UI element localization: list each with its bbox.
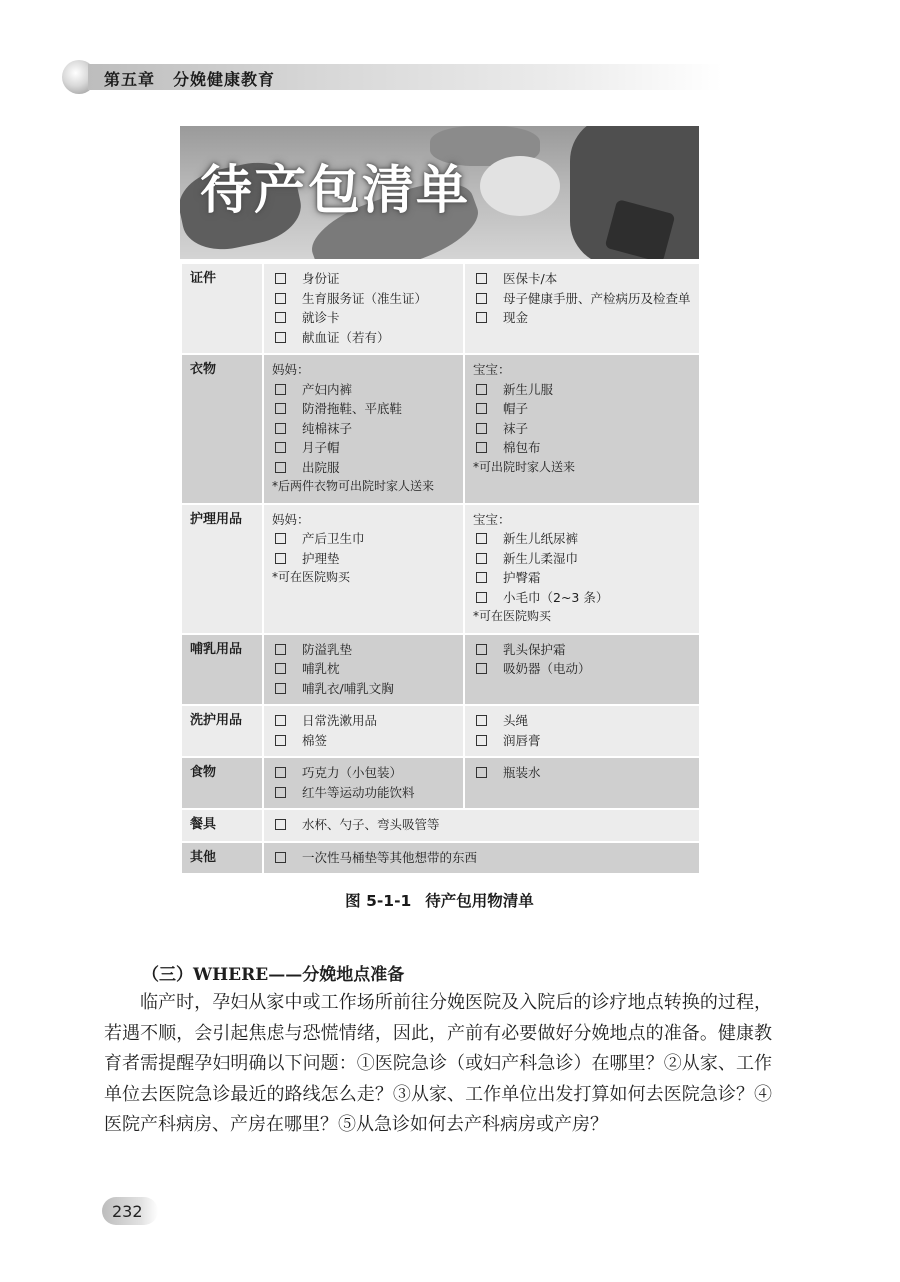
checklist-item [272, 679, 455, 699]
item-label: 乳头保护霜 [503, 641, 566, 657]
item-note: *可在医院购买 [272, 570, 351, 584]
item-label: 防溢乳垫 [302, 641, 353, 657]
item-label: 产后卫生巾 [302, 531, 365, 546]
checklist-item [272, 848, 691, 868]
caption-label: 图 5-1-1 [345, 892, 412, 910]
checkbox[interactable] [275, 553, 286, 564]
checklist-item [473, 568, 691, 588]
checklist-item [473, 380, 691, 400]
item-label: 防滑拖鞋、平底鞋 [302, 401, 403, 416]
checkbox[interactable] [275, 332, 286, 343]
checklist-item [272, 328, 455, 348]
item-label: 护理垫 [302, 550, 340, 566]
checklist-item [272, 419, 455, 439]
items-cell-right [464, 504, 700, 634]
item-label: 产妇内裤 [302, 381, 353, 397]
checkbox[interactable] [476, 312, 487, 323]
checklist-item [473, 640, 691, 660]
figure-caption [180, 889, 699, 911]
item-label: 日常洗漱用品 [302, 713, 378, 728]
chapter-title: 分娩健康教育 [173, 70, 276, 89]
item-label: 现金 [503, 310, 529, 325]
checkbox[interactable] [476, 715, 487, 726]
item-label: 护臀霜 [503, 570, 541, 585]
checkbox[interactable] [275, 735, 286, 746]
checklist-item [272, 783, 455, 803]
items-cell-left [263, 757, 464, 809]
item-note: *后两件衣物可出院时家人送来 [272, 479, 435, 493]
item-label: 一次性马桶垫等其他想带的东西 [302, 849, 478, 865]
header-text [104, 67, 275, 90]
checklist-item [473, 419, 691, 439]
items-cell-right [464, 705, 700, 757]
checkbox[interactable] [275, 767, 286, 778]
checkbox[interactable] [476, 553, 487, 564]
table-row [181, 842, 700, 875]
items-cell-left [263, 504, 464, 634]
items-cell-left [263, 354, 464, 504]
checkbox[interactable] [476, 384, 487, 395]
item-label: 帽子 [503, 401, 529, 416]
checklist-item [473, 269, 691, 289]
checkbox[interactable] [275, 403, 286, 414]
checklist-item [272, 659, 455, 679]
group-label: 宝宝： [473, 511, 511, 527]
checkbox[interactable] [275, 462, 286, 473]
item-note: *可在医院购买 [473, 609, 552, 623]
item-label: 红牛等运动功能饮料 [302, 784, 415, 800]
checklist-item [272, 269, 455, 289]
checkbox[interactable] [275, 384, 286, 395]
checklist-item [272, 763, 455, 783]
items-cell [263, 809, 700, 842]
body-paragraph: 临产时，孕妇从家中或工作场所前往分娩医院及入院后的诊疗地点转换的过程，若遇不顺，会引起焦虑与恐慌情绪，因此，产前有必要做好分娩地点的准备。健康教育者需提醒孕妇明确以下问题：①医院急诊（或妇产科急诊）在哪里？②从家、工作单位去医院急诊最近的路线怎么走？③从家、工作单位出发打算如何去医院急诊？④医院产科病房、产房在哪里？⑤从急诊如何去产科病房或产房？ [104, 992, 772, 1135]
table-row [181, 354, 700, 504]
running-header [62, 60, 722, 94]
category-cell: 洗护用品 [181, 705, 263, 757]
checkbox[interactable] [476, 592, 487, 603]
checkbox[interactable] [476, 403, 487, 414]
checkbox[interactable] [476, 663, 487, 674]
item-label: 身份证 [302, 271, 340, 286]
checklist-item [473, 659, 691, 679]
item-label: 棉签 [302, 732, 328, 748]
group-label: 宝宝： [473, 362, 511, 377]
category-cell: 衣物 [181, 354, 263, 504]
checkbox[interactable] [275, 663, 286, 674]
items-cell-right [464, 757, 700, 809]
checklist-item [473, 308, 691, 328]
table-row [181, 809, 700, 842]
category-cell: 餐具 [181, 809, 263, 842]
category-cell: 其他 [181, 842, 263, 875]
group-label: 妈妈： [272, 362, 310, 377]
items-cell [263, 842, 700, 875]
group-label: 妈妈： [272, 511, 310, 527]
checkbox[interactable] [275, 533, 286, 544]
checkbox[interactable] [476, 533, 487, 544]
checklist-figure [180, 126, 699, 911]
category-cell: 哺乳用品 [181, 634, 263, 706]
item-label: 吸奶器（电动） [503, 661, 591, 676]
banner-photo [180, 126, 699, 259]
checklist-item [272, 731, 455, 751]
items-cell-left [263, 634, 464, 706]
checkbox[interactable] [476, 293, 487, 304]
item-label: 新生儿服 [503, 381, 554, 397]
items-cell-right [464, 263, 700, 354]
item-label: 纯棉袜子 [302, 420, 353, 436]
caption-text: 待产包用物清单 [425, 892, 534, 910]
checkbox[interactable] [275, 423, 286, 434]
item-label: 医保卡/本 [503, 271, 558, 286]
category-cell: 证件 [181, 263, 263, 354]
table-row [181, 705, 700, 757]
item-label: 巧克力（小包装） [302, 765, 403, 780]
checkbox[interactable] [476, 644, 487, 655]
checklist-item [473, 711, 691, 731]
page-number: 232 [112, 1202, 143, 1221]
item-note: *可出院时家人送来 [473, 459, 576, 474]
banner-shape [480, 156, 560, 216]
checklist-item [473, 588, 691, 608]
item-label: 出院服 [302, 459, 340, 475]
table-row [181, 263, 700, 354]
checklist-item [272, 815, 691, 835]
checklist-item [272, 289, 455, 309]
items-cell-left [263, 263, 464, 354]
checklist-item [473, 529, 691, 549]
checklist-item [272, 549, 455, 569]
checklist-body [181, 263, 700, 874]
item-label: 母子健康手册、产检病历及检查单 [503, 290, 691, 306]
checkbox[interactable] [476, 273, 487, 284]
checkbox[interactable] [476, 442, 487, 453]
checkbox[interactable] [275, 715, 286, 726]
checklist-item [473, 399, 691, 419]
table-row [181, 757, 700, 809]
item-label: 袜子 [503, 420, 529, 436]
items-cell-right [464, 634, 700, 706]
checkbox[interactable] [476, 735, 487, 746]
item-label: 就诊卡 [302, 310, 340, 325]
checkbox[interactable] [275, 683, 286, 694]
checklist-item [473, 289, 691, 309]
item-label: 新生儿柔湿巾 [503, 550, 579, 566]
table-row [181, 634, 700, 706]
checklist-item [473, 549, 691, 569]
item-label: 哺乳枕 [302, 661, 340, 676]
section-heading: （三）WHERE——分娩地点准备 [142, 965, 405, 985]
item-label: 哺乳衣/哺乳文胸 [302, 680, 394, 696]
checklist-item [473, 731, 691, 751]
item-label: 瓶装水 [503, 765, 541, 780]
item-label: 月子帽 [302, 440, 340, 455]
checklist-item [473, 438, 691, 458]
checklist-item [272, 529, 455, 549]
item-label: 新生儿纸尿裤 [503, 531, 579, 546]
item-label: 水杯、勺子、弯头吸管等 [302, 817, 440, 832]
checklist-item [272, 438, 455, 458]
checkbox[interactable] [275, 312, 286, 323]
table-row [181, 504, 700, 634]
item-label: 生育服务证（准生证） [302, 290, 428, 306]
checklist-table [180, 262, 701, 875]
checklist-item [272, 380, 455, 400]
checklist-item [272, 640, 455, 660]
checkbox[interactable] [275, 852, 286, 863]
category-cell: 护理用品 [181, 504, 263, 634]
item-label: 棉包布 [503, 440, 541, 455]
item-label: 润唇膏 [503, 732, 541, 748]
chapter-label: 第五章 [104, 70, 156, 89]
checklist-item [473, 763, 691, 783]
checkbox[interactable] [275, 819, 286, 830]
checkbox[interactable] [275, 442, 286, 453]
page-number-badge [102, 1197, 158, 1225]
checkbox[interactable] [476, 423, 487, 434]
checkbox[interactable] [275, 787, 286, 798]
category-cell: 食物 [181, 757, 263, 809]
item-label: 小毛巾（2~3 条） [503, 589, 609, 605]
checkbox[interactable] [275, 644, 286, 655]
item-label: 献血证（若有） [302, 329, 390, 345]
banner-title: 待产包清单 [200, 161, 471, 221]
items-cell-right [464, 354, 700, 504]
items-cell-left [263, 705, 464, 757]
checklist-item [272, 308, 455, 328]
checkbox[interactable] [275, 293, 286, 304]
item-label: 头绳 [503, 713, 529, 728]
checkbox[interactable] [476, 572, 487, 583]
checklist-item [272, 711, 455, 731]
checkbox[interactable] [476, 767, 487, 778]
checkbox[interactable] [275, 273, 286, 284]
checklist-item [272, 458, 455, 478]
checklist-item [272, 399, 455, 419]
